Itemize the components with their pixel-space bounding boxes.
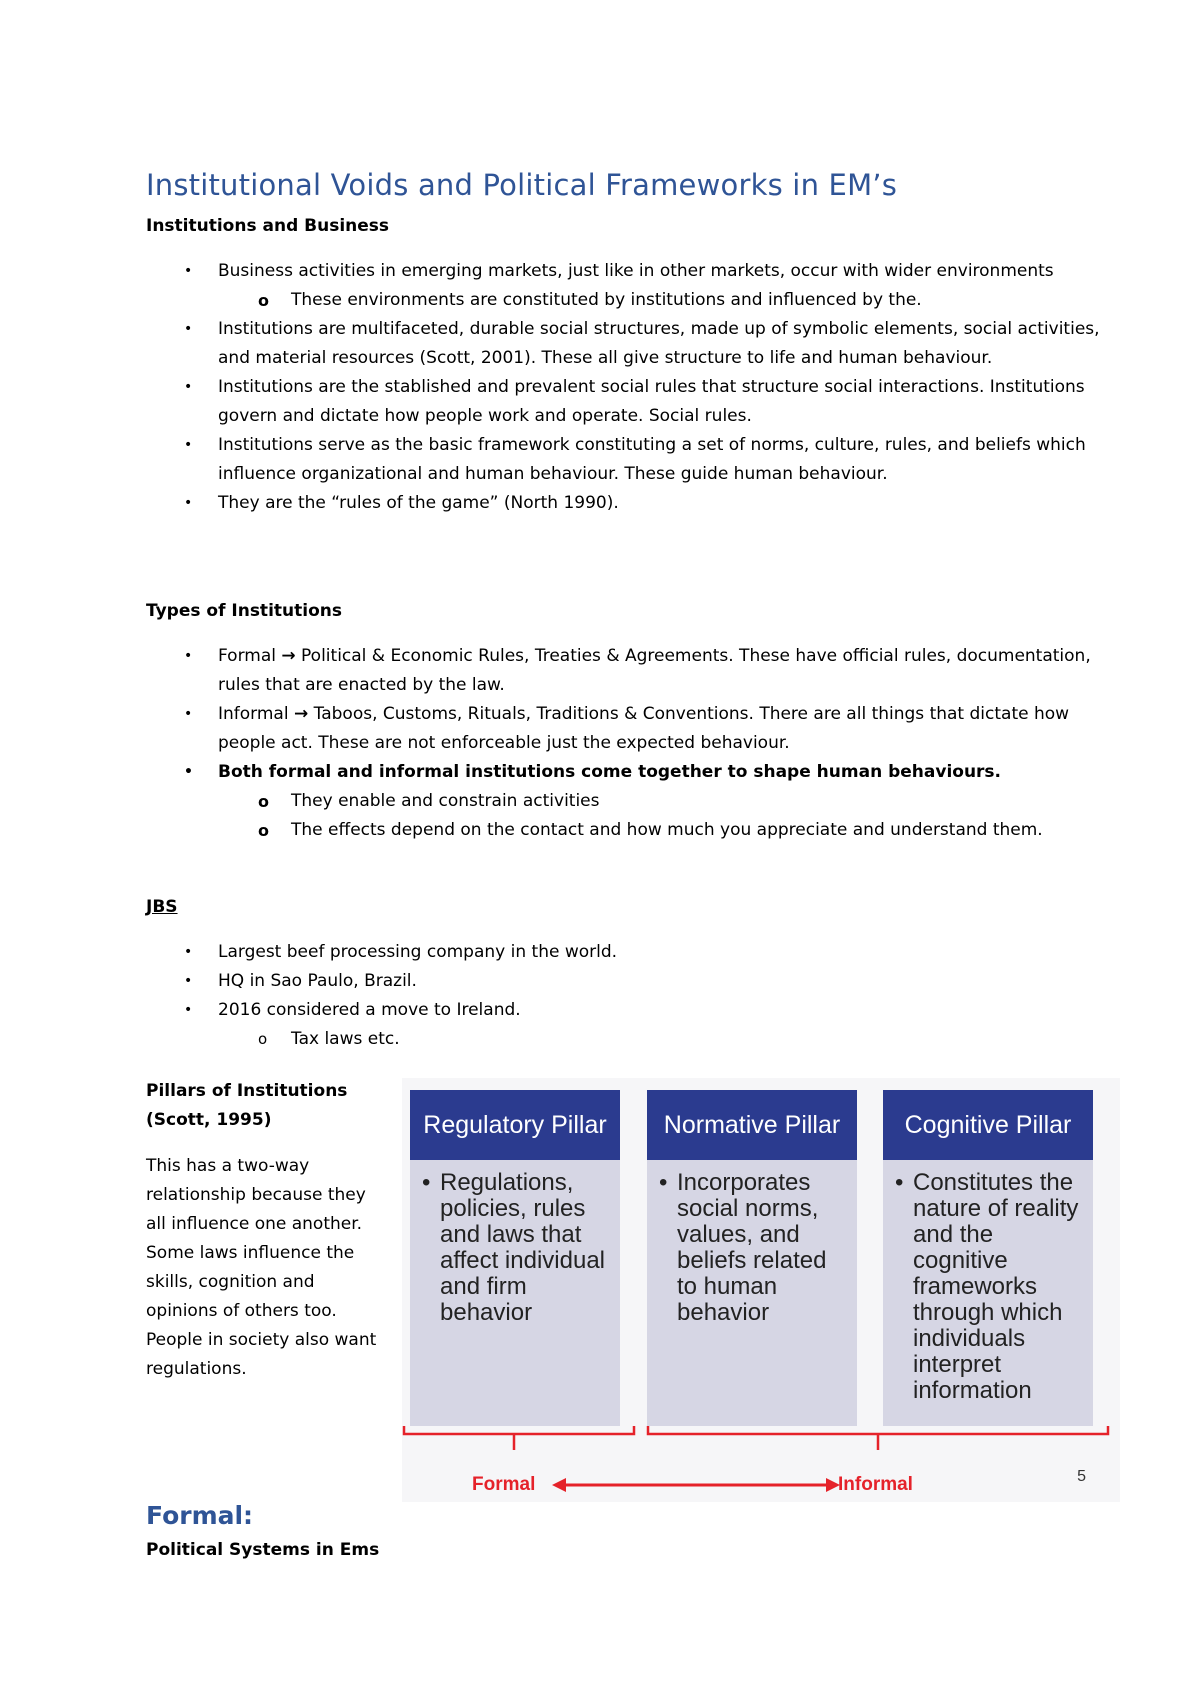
pillars-image	[402, 1078, 1120, 1502]
bracket-right	[648, 1426, 1108, 1434]
list-item-text: These environments are constituted by institutions and influenced by the.	[291, 290, 922, 310]
formal-heading: Formal:	[146, 1501, 254, 1530]
list-item-bold	[146, 758, 1108, 787]
political-systems-heading: Political Systems in Ems	[146, 1540, 380, 1560]
bracket-left	[404, 1426, 634, 1434]
slide-number: 5	[1077, 1468, 1086, 1485]
informal-scale-label: Informal	[838, 1474, 913, 1495]
formal-scale-label: Formal	[472, 1474, 536, 1495]
list-item	[146, 315, 1108, 373]
list-item-formal	[146, 642, 1108, 700]
bullet-icon: •	[422, 1169, 431, 1196]
sub-bullet-icon: o	[258, 792, 269, 811]
list-item-text: HQ in Sao Paulo, Brazil.	[218, 971, 417, 991]
brackets-and-arrow	[402, 1078, 1120, 1502]
list-subitem	[146, 1025, 1108, 1054]
list-item	[146, 373, 1108, 431]
bullet-icon: •	[184, 379, 193, 395]
pillar-body-text: Regulations, policies, rules and laws that affect individual and firm behavior	[440, 1169, 605, 1326]
list-item-text: Taboos, Customs, Rituals, Traditions & Conventions. There are all things that dictate how people act. These are not enforceable just the expected behaviour.	[218, 704, 1070, 753]
arrow-left-icon	[552, 1478, 566, 1492]
list-item-text: Institutions are the stablished and prevalent social rules that structure social interactions. Institutions govern and dictate how people work and operate. Social rules.	[218, 377, 1085, 426]
list-subitem	[146, 787, 1108, 816]
sub-bullet-icon: o	[258, 291, 269, 310]
bullet-icon: •	[659, 1169, 668, 1196]
section-heading-institutions-business: Institutions and Business	[146, 216, 390, 236]
section-heading-jbs: JBS	[146, 897, 178, 917]
section-heading-pillars: Pillars of Institutions (Scott, 1995)	[146, 1081, 348, 1130]
bullet-icon: •	[184, 648, 193, 664]
bullet-icon: •	[184, 706, 193, 722]
bullet-icon: •	[184, 495, 193, 511]
list-item-text: 2016 considered a move to Ireland.	[218, 1000, 521, 1020]
pillar-body-text: Incorporates social norms, values, and beliefs related to human behavior	[677, 1169, 827, 1326]
pillar-title: Cognitive Pillar	[883, 1090, 1093, 1160]
arrow-right-icon: →	[281, 646, 296, 666]
bullet-icon: •	[184, 973, 193, 989]
list-item	[146, 967, 1108, 996]
section-heading-types: Types of Institutions	[146, 601, 342, 621]
bullet-icon: •	[895, 1169, 904, 1196]
list-item	[146, 257, 1108, 286]
informal-label: Informal	[218, 704, 289, 724]
formal-label: Formal	[218, 646, 276, 666]
list-item-text: Institutions are multifaceted, durable social structures, made up of symbolic elements, social activities, and material resources (Scott, 2001). These all give structure to life and human behaviour.	[218, 319, 1100, 368]
list-item	[146, 938, 1108, 967]
types-list	[146, 642, 1108, 845]
list-item-text: They are the “rules of the game” (North 1990).	[218, 493, 619, 513]
bullet-icon: •	[184, 1002, 193, 1018]
jbs-list	[146, 938, 1108, 1054]
list-item-text: Political & Economic Rules, Treaties & Agreements. These have official rules, documentation, rules that are enacted by the law.	[218, 646, 1091, 695]
bullet-icon: •	[184, 764, 193, 780]
list-item	[146, 996, 1108, 1025]
list-item-text: Tax laws etc.	[291, 1029, 400, 1049]
sub-bullet-icon: o	[258, 1030, 268, 1048]
page-title: Institutional Voids and Political Frameworks in EM’s	[146, 168, 898, 202]
list-item	[146, 489, 1108, 518]
pillar-title: Normative Pillar	[647, 1090, 857, 1160]
pillars-description: This has a two-way relationship because they all influence one another. Some laws influence the skills, cognition and opinions of others too. People in society also want regulations.	[146, 1156, 377, 1379]
bullet-icon: •	[184, 944, 193, 960]
list-item-text: Institutions serve as the basic framework constituting a set of norms, culture, rules, and beliefs which influence organizational and human behaviour. These guide human behaviour.	[218, 435, 1086, 484]
sub-bullet-icon: o	[258, 821, 269, 840]
list-item-informal	[146, 700, 1108, 758]
list-item-text: Both formal and informal institutions come together to shape human behaviours.	[218, 762, 1002, 782]
list-item-text: Largest beef processing company in the world.	[218, 942, 618, 962]
pillar-title: Regulatory Pillar	[410, 1090, 620, 1160]
pillar-body-text: Constitutes the nature of reality and the cognitive frameworks through which individuals interpret information	[913, 1169, 1079, 1404]
bullet-icon: •	[184, 437, 193, 453]
bullet-icon: •	[184, 321, 193, 337]
list-subitem	[146, 286, 1108, 315]
list-subitem	[146, 816, 1108, 845]
list-item-text: They enable and constrain activities	[291, 791, 600, 811]
list-item-text: Business activities in emerging markets, just like in other markets, occur with wider environments	[218, 261, 1054, 281]
arrow-right-icon: →	[293, 704, 309, 724]
bullet-icon: •	[184, 263, 193, 279]
list-item-text: The effects depend on the contact and how much you appreciate and understand them.	[291, 820, 1043, 840]
institutions-list	[146, 257, 1108, 518]
list-item	[146, 431, 1108, 489]
